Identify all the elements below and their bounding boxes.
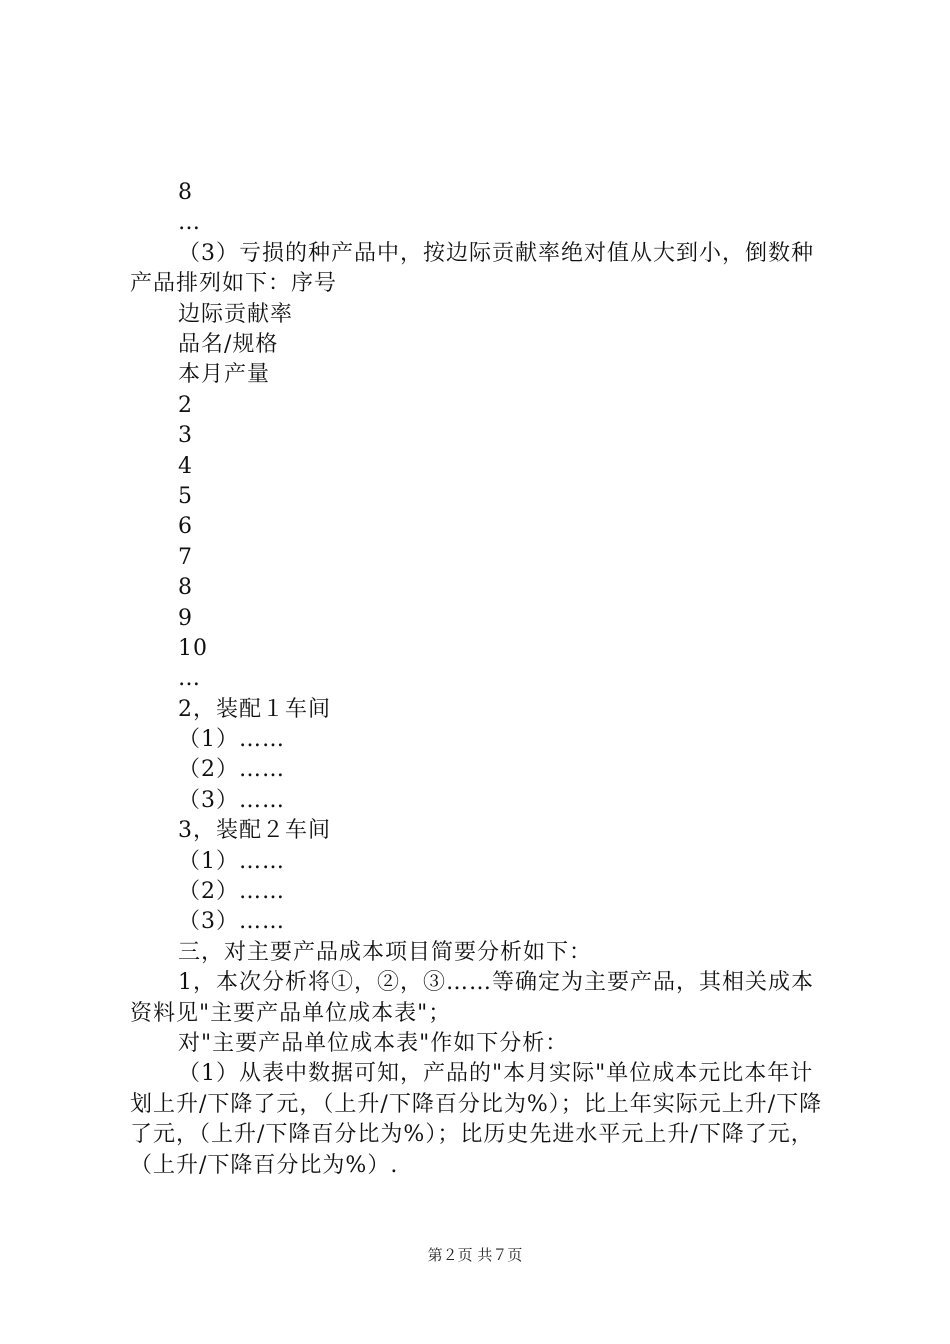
paragraph-main-products: 1，本次分析将①，②，③……等确定为主要产品，其相关成本资料见"主要产品单位成本表"； (130, 970, 814, 1026)
list-item: 8 (178, 575, 193, 601)
list-item: 3 (178, 423, 193, 449)
list-item: 9 (178, 605, 193, 631)
section-title-assembly-1: 2，装配１车间 (178, 696, 331, 722)
section-item: （2）…… (178, 879, 285, 905)
section-item: （1）…… (178, 727, 285, 753)
part-three-heading: 三，对主要产品成本项目简要分析如下： (178, 939, 593, 965)
column-header-name-spec: 品名/规格 (178, 331, 279, 357)
list-item: 10 (178, 635, 208, 661)
paragraph-unit-cost-analysis: （1）从表中数据可知，产品的"本月实际"单位成本元比本年计划上升/下降了元，（上升/下降百分比为%）；比上年实际元上升/下降了元，（上升/下降百分比为%）；比历史先进水平元上升/下降了元，（上升/下降百分比为%）. (130, 1061, 823, 1178)
section-item: （3）…… (178, 787, 285, 813)
list-item: 4 (178, 453, 193, 479)
list-item: 5 (178, 483, 193, 509)
list-item: 7 (178, 544, 193, 570)
page-body (130, 178, 830, 1181)
section-item: （3）…… (178, 909, 285, 935)
list-item: 6 (178, 514, 193, 540)
list-item: 2 (178, 392, 193, 418)
paragraph-loss-products: （3）亏损的种产品中，按边际贡献率绝对值从大到小，倒数种产品排列如下：序号 (130, 240, 814, 297)
section-item: （1）…… (178, 848, 285, 874)
list-item: … (178, 666, 201, 692)
list-item: … (178, 210, 201, 236)
section-title-assembly-2: 3，装配２车间 (178, 818, 331, 844)
page-footer: 第２页 共７页 (427, 1246, 523, 1264)
section-item: （2）…… (178, 757, 285, 783)
column-header-monthly-output: 本月产量 (178, 362, 271, 388)
list-item: 8 (178, 180, 193, 205)
column-header-margin-rate: 边际贡献率 (178, 301, 294, 327)
paragraph-analysis-intro: 对"主要产品单位成本表"作如下分析： (178, 1031, 569, 1056)
